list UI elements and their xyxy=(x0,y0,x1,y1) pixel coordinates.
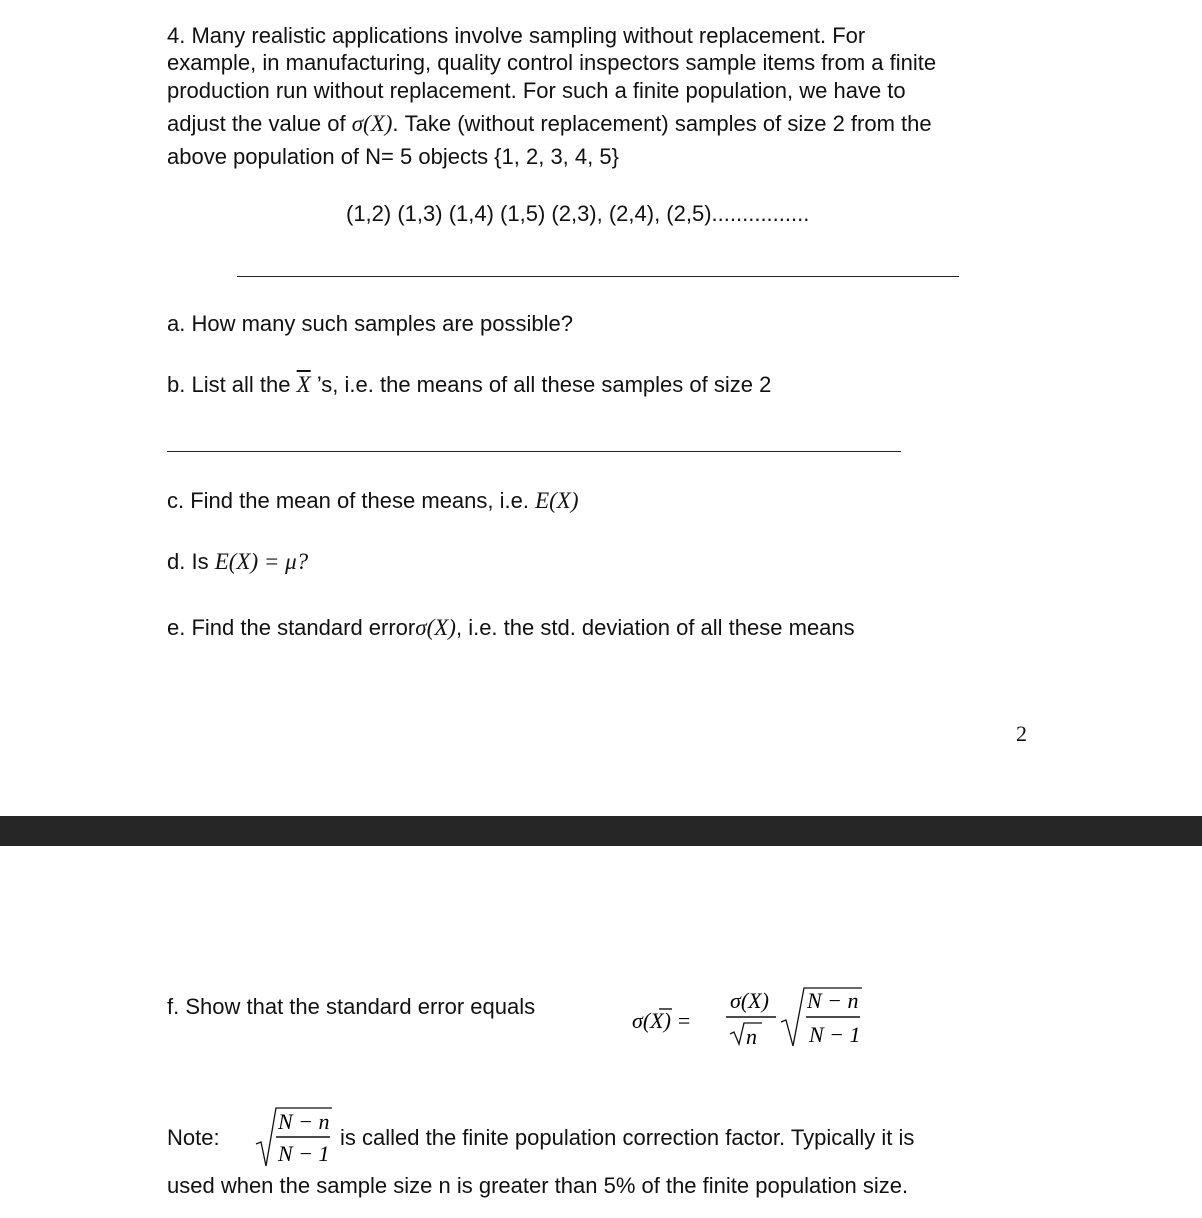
question-d xyxy=(167,548,308,575)
question-b xyxy=(167,371,771,398)
note-text-line-2: used when the sample size n is greater than 5% of the finite population size. xyxy=(167,1173,909,1198)
formula-denominator: n xyxy=(746,1024,757,1049)
question-a: a. How many such samples are possible? xyxy=(167,311,573,336)
note-radical-numerator: N − n xyxy=(278,1109,330,1134)
xbar-math: $\overline{X}$ xyxy=(296,372,311,397)
problem-line-2: example, in manufacturing, quality control inspectors sample items from a finite xyxy=(167,50,937,75)
correction-factor-radical xyxy=(254,1102,336,1168)
expectation-equals-mu-math: E(X) = μ? xyxy=(214,549,309,574)
note-text-line-1: is called the finite population correction factor. Typically it is xyxy=(340,1125,915,1150)
problem-line-1: 4. Many realistic applications involve sampling without replacement. For xyxy=(167,23,866,48)
page-separator xyxy=(0,816,1202,846)
formula-radical-denominator: N − 1 xyxy=(809,1022,861,1047)
sigma-xbar-math: σ(X) xyxy=(351,111,393,136)
sample-list: (1,2) (1,3) (1,4) (1,5) (2,3), (2,4), (2,5)................ xyxy=(346,201,810,226)
answer-line-1 xyxy=(237,276,959,277)
formula-lhs: σ(X) = xyxy=(632,1008,692,1033)
question-d-text: d. Is xyxy=(167,549,215,574)
page-2 xyxy=(0,846,1202,1218)
problem-line-3: production run without replacement. For such a finite population, we have to xyxy=(167,78,906,103)
question-b-text-post: ’s, i.e. the means of all these samples of size 2 xyxy=(310,372,772,397)
formula-numerator: σ(X) xyxy=(730,988,769,1013)
standard-error-formula xyxy=(626,982,866,1062)
question-e-text: e. Find the standard error xyxy=(167,615,416,640)
question-e xyxy=(167,614,855,641)
answer-line-2 xyxy=(167,451,901,452)
question-b-text: b. List all the xyxy=(167,372,297,397)
standard-error-math: σ(X) xyxy=(415,615,456,640)
question-e-text-post: , i.e. the std. deviation of all these means xyxy=(455,615,855,640)
note-radical-denominator: N − 1 xyxy=(278,1141,330,1166)
page-number: 2 xyxy=(1016,721,1027,746)
question-c xyxy=(167,487,579,514)
problem-line-4-text-post: . Take (without replacement) samples of size 2 from the xyxy=(392,111,932,136)
formula-radical-numerator: N − n xyxy=(807,988,859,1013)
problem-line-5: above population of N= 5 objects {1, 2, 3, 4, 5} xyxy=(167,144,619,169)
problem-line-4-text: adjust the value of xyxy=(167,111,352,136)
expectation-xbar-math: E(X) xyxy=(535,488,579,513)
question-f: f. Show that the standard error equals xyxy=(167,994,536,1019)
problem-line-4 xyxy=(167,110,932,137)
question-c-text: c. Find the mean of these means, i.e. xyxy=(167,488,536,513)
note-label: Note: xyxy=(167,1125,220,1150)
